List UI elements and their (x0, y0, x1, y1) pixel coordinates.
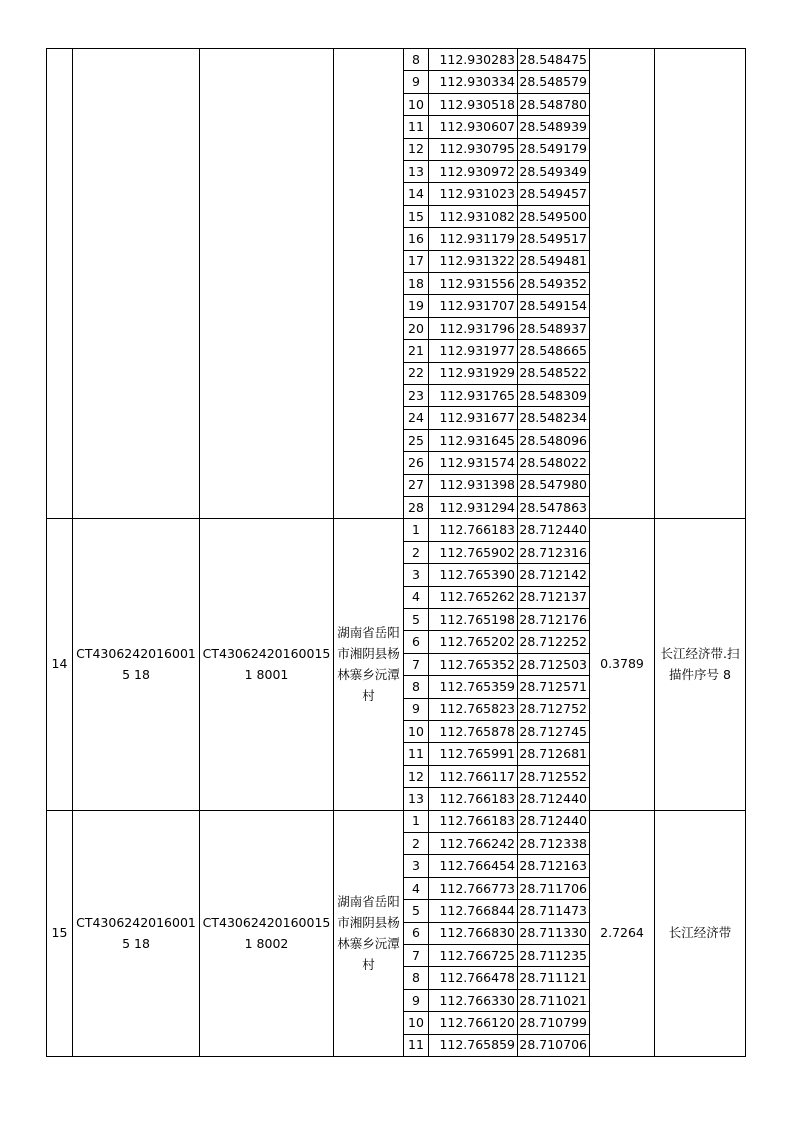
latitude-cell: 28.712440 (519, 790, 587, 806)
longitude-cell: 112.765202 (439, 634, 515, 650)
point-number: 3 (412, 858, 420, 874)
latitude-cell: 28.712745 (519, 723, 587, 739)
note-cell: 长江经济带.扫描件序号 8 (660, 645, 740, 682)
longitude-cell: 112.931977 (439, 342, 515, 358)
latitude-cell: 28.548022 (519, 454, 587, 470)
point-number: 20 (408, 320, 424, 336)
point-number: 13 (408, 790, 424, 806)
point-number: 8 (412, 970, 420, 986)
column-line-3 (333, 48, 334, 1057)
column-line-1 (72, 48, 73, 1057)
latitude-cell: 28.712252 (519, 634, 587, 650)
latitude-cell: 28.547863 (519, 499, 587, 515)
longitude-cell: 112.930283 (439, 51, 515, 67)
latitude-cell: 28.712571 (519, 678, 587, 694)
point-number: 9 (412, 74, 420, 90)
longitude-cell: 112.931929 (439, 365, 515, 381)
point-number: 11 (408, 1037, 424, 1053)
point-number: 13 (408, 163, 424, 179)
point-number: 26 (408, 454, 424, 470)
longitude-cell: 112.766242 (439, 835, 515, 851)
record-divider (46, 1056, 746, 1057)
latitude-cell: 28.549457 (519, 186, 587, 202)
longitude-cell: 112.931294 (439, 499, 515, 515)
latitude-cell: 28.549500 (519, 208, 587, 224)
longitude-cell: 112.931556 (439, 275, 515, 291)
longitude-cell: 112.931796 (439, 320, 515, 336)
latitude-cell: 28.711021 (519, 992, 587, 1008)
latitude-cell: 28.548939 (519, 118, 587, 134)
record-index: 15 (51, 925, 68, 941)
longitude-cell: 112.931765 (439, 387, 515, 403)
point-number: 4 (412, 589, 420, 605)
longitude-cell: 112.765859 (439, 1037, 515, 1053)
column-line-6 (517, 48, 518, 1057)
latitude-cell: 28.548475 (519, 51, 587, 67)
point-number: 25 (408, 432, 424, 448)
area-cell: 2.7264 (600, 925, 644, 941)
latitude-cell: 28.712163 (519, 858, 587, 874)
point-number: 6 (412, 634, 420, 650)
latitude-cell: 28.712552 (519, 768, 587, 784)
longitude-cell: 112.765902 (439, 544, 515, 560)
longitude-cell: 112.931322 (439, 253, 515, 269)
longitude-cell: 112.765198 (439, 611, 515, 627)
latitude-cell: 28.711330 (519, 925, 587, 941)
point-number: 10 (408, 96, 424, 112)
longitude-cell: 112.766830 (439, 925, 515, 941)
column-line-7 (589, 48, 590, 1057)
longitude-cell: 112.766330 (439, 992, 515, 1008)
point-number: 17 (408, 253, 424, 269)
latitude-cell: 28.711121 (519, 970, 587, 986)
point-number: 8 (412, 51, 420, 67)
longitude-cell: 112.931179 (439, 230, 515, 246)
point-number: 9 (412, 701, 420, 717)
point-number: 15 (408, 208, 424, 224)
longitude-cell: 112.930972 (439, 163, 515, 179)
parcel-code: CT43062420160015 18 (76, 914, 196, 951)
longitude-cell: 112.765390 (439, 566, 515, 582)
point-number: 1 (412, 813, 420, 829)
location-cell: 湖南省岳阳市湘阴县杨林寨乡沅潭村 (337, 893, 400, 972)
latitude-cell: 28.712440 (519, 813, 587, 829)
latitude-cell: 28.712338 (519, 835, 587, 851)
longitude-cell: 112.766454 (439, 858, 515, 874)
column-line-2 (199, 48, 200, 1057)
point-number: 2 (412, 544, 420, 560)
point-number: 28 (408, 499, 424, 515)
longitude-cell: 112.930607 (439, 118, 515, 134)
plot-code: CT430624201600151 8001 (202, 645, 331, 682)
point-number: 24 (408, 410, 424, 426)
longitude-cell: 112.931677 (439, 410, 515, 426)
point-number: 5 (412, 902, 420, 918)
latitude-cell: 28.548309 (519, 387, 587, 403)
longitude-cell: 112.765991 (439, 746, 515, 762)
point-number: 22 (408, 365, 424, 381)
point-number: 23 (408, 387, 424, 403)
latitude-cell: 28.549154 (519, 298, 587, 314)
point-number: 7 (412, 947, 420, 963)
latitude-cell: 28.712142 (519, 566, 587, 582)
column-line-4 (403, 48, 404, 1057)
latitude-cell: 28.549517 (519, 230, 587, 246)
longitude-cell: 112.766120 (439, 1014, 515, 1030)
latitude-cell: 28.712440 (519, 522, 587, 538)
latitude-cell: 28.549349 (519, 163, 587, 179)
point-number: 12 (408, 141, 424, 157)
longitude-cell: 112.931398 (439, 477, 515, 493)
point-number: 10 (408, 723, 424, 739)
latitude-cell: 28.711706 (519, 880, 587, 896)
latitude-cell: 28.548579 (519, 74, 587, 90)
column-line-0 (46, 48, 47, 1057)
longitude-cell: 112.766773 (439, 880, 515, 896)
longitude-cell: 112.766183 (439, 522, 515, 538)
point-number: 11 (408, 118, 424, 134)
point-number: 6 (412, 925, 420, 941)
latitude-cell: 28.548234 (519, 410, 587, 426)
latitude-cell: 28.712752 (519, 701, 587, 717)
point-number: 16 (408, 230, 424, 246)
longitude-cell: 112.931707 (439, 298, 515, 314)
table-top-border (46, 48, 746, 49)
parcel-code: CT43062420160015 18 (76, 645, 196, 682)
latitude-cell: 28.548780 (519, 96, 587, 112)
latitude-cell: 28.710706 (519, 1037, 587, 1053)
latitude-cell: 28.710799 (519, 1014, 587, 1030)
latitude-cell: 28.547980 (519, 477, 587, 493)
latitude-cell: 28.548665 (519, 342, 587, 358)
plot-code: CT430624201600151 8002 (202, 914, 331, 951)
point-number: 8 (412, 678, 420, 694)
point-number: 9 (412, 992, 420, 1008)
longitude-cell: 112.765878 (439, 723, 515, 739)
point-number: 14 (408, 186, 424, 202)
point-number: 11 (408, 746, 424, 762)
column-line-9 (745, 48, 746, 1057)
point-number: 5 (412, 611, 420, 627)
longitude-cell: 112.766478 (439, 970, 515, 986)
latitude-cell: 28.712681 (519, 746, 587, 762)
longitude-cell: 112.766844 (439, 902, 515, 918)
record-index: 14 (51, 656, 68, 672)
longitude-cell: 112.931574 (439, 454, 515, 470)
point-number: 18 (408, 275, 424, 291)
latitude-cell: 28.711473 (519, 902, 587, 918)
longitude-cell: 112.766117 (439, 768, 515, 784)
note-cell: 长江经济带 (668, 925, 732, 941)
point-number: 19 (408, 298, 424, 314)
longitude-cell: 112.765823 (439, 701, 515, 717)
point-number: 4 (412, 880, 420, 896)
point-number: 21 (408, 342, 424, 358)
point-number: 2 (412, 835, 420, 851)
point-number: 27 (408, 477, 424, 493)
point-number: 1 (412, 522, 420, 538)
point-number: 3 (412, 566, 420, 582)
longitude-cell: 112.931082 (439, 208, 515, 224)
longitude-cell: 112.930334 (439, 74, 515, 90)
longitude-cell: 112.765262 (439, 589, 515, 605)
longitude-cell: 112.931023 (439, 186, 515, 202)
longitude-cell: 112.931645 (439, 432, 515, 448)
latitude-cell: 28.549352 (519, 275, 587, 291)
latitude-cell: 28.712503 (519, 656, 587, 672)
latitude-cell: 28.712176 (519, 611, 587, 627)
longitude-cell: 112.766183 (439, 813, 515, 829)
latitude-cell: 28.712137 (519, 589, 587, 605)
latitude-cell: 28.549481 (519, 253, 587, 269)
point-number: 10 (408, 1014, 424, 1030)
latitude-cell: 28.711235 (519, 947, 587, 963)
area-cell: 0.3789 (600, 656, 644, 672)
latitude-cell: 28.549179 (519, 141, 587, 157)
longitude-cell: 112.930518 (439, 96, 515, 112)
longitude-cell: 112.766725 (439, 947, 515, 963)
latitude-cell: 28.548937 (519, 320, 587, 336)
latitude-cell: 28.548096 (519, 432, 587, 448)
column-line-8 (654, 48, 655, 1057)
longitude-cell: 112.765352 (439, 656, 515, 672)
point-number: 12 (408, 768, 424, 784)
longitude-cell: 112.765359 (439, 678, 515, 694)
point-number: 7 (412, 656, 420, 672)
latitude-cell: 28.548522 (519, 365, 587, 381)
longitude-cell: 112.930795 (439, 141, 515, 157)
latitude-cell: 28.712316 (519, 544, 587, 560)
longitude-cell: 112.766183 (439, 790, 515, 806)
column-line-5 (428, 48, 429, 1057)
location-cell: 湖南省岳阳市湘阴县杨林寨乡沅潭村 (337, 624, 400, 703)
